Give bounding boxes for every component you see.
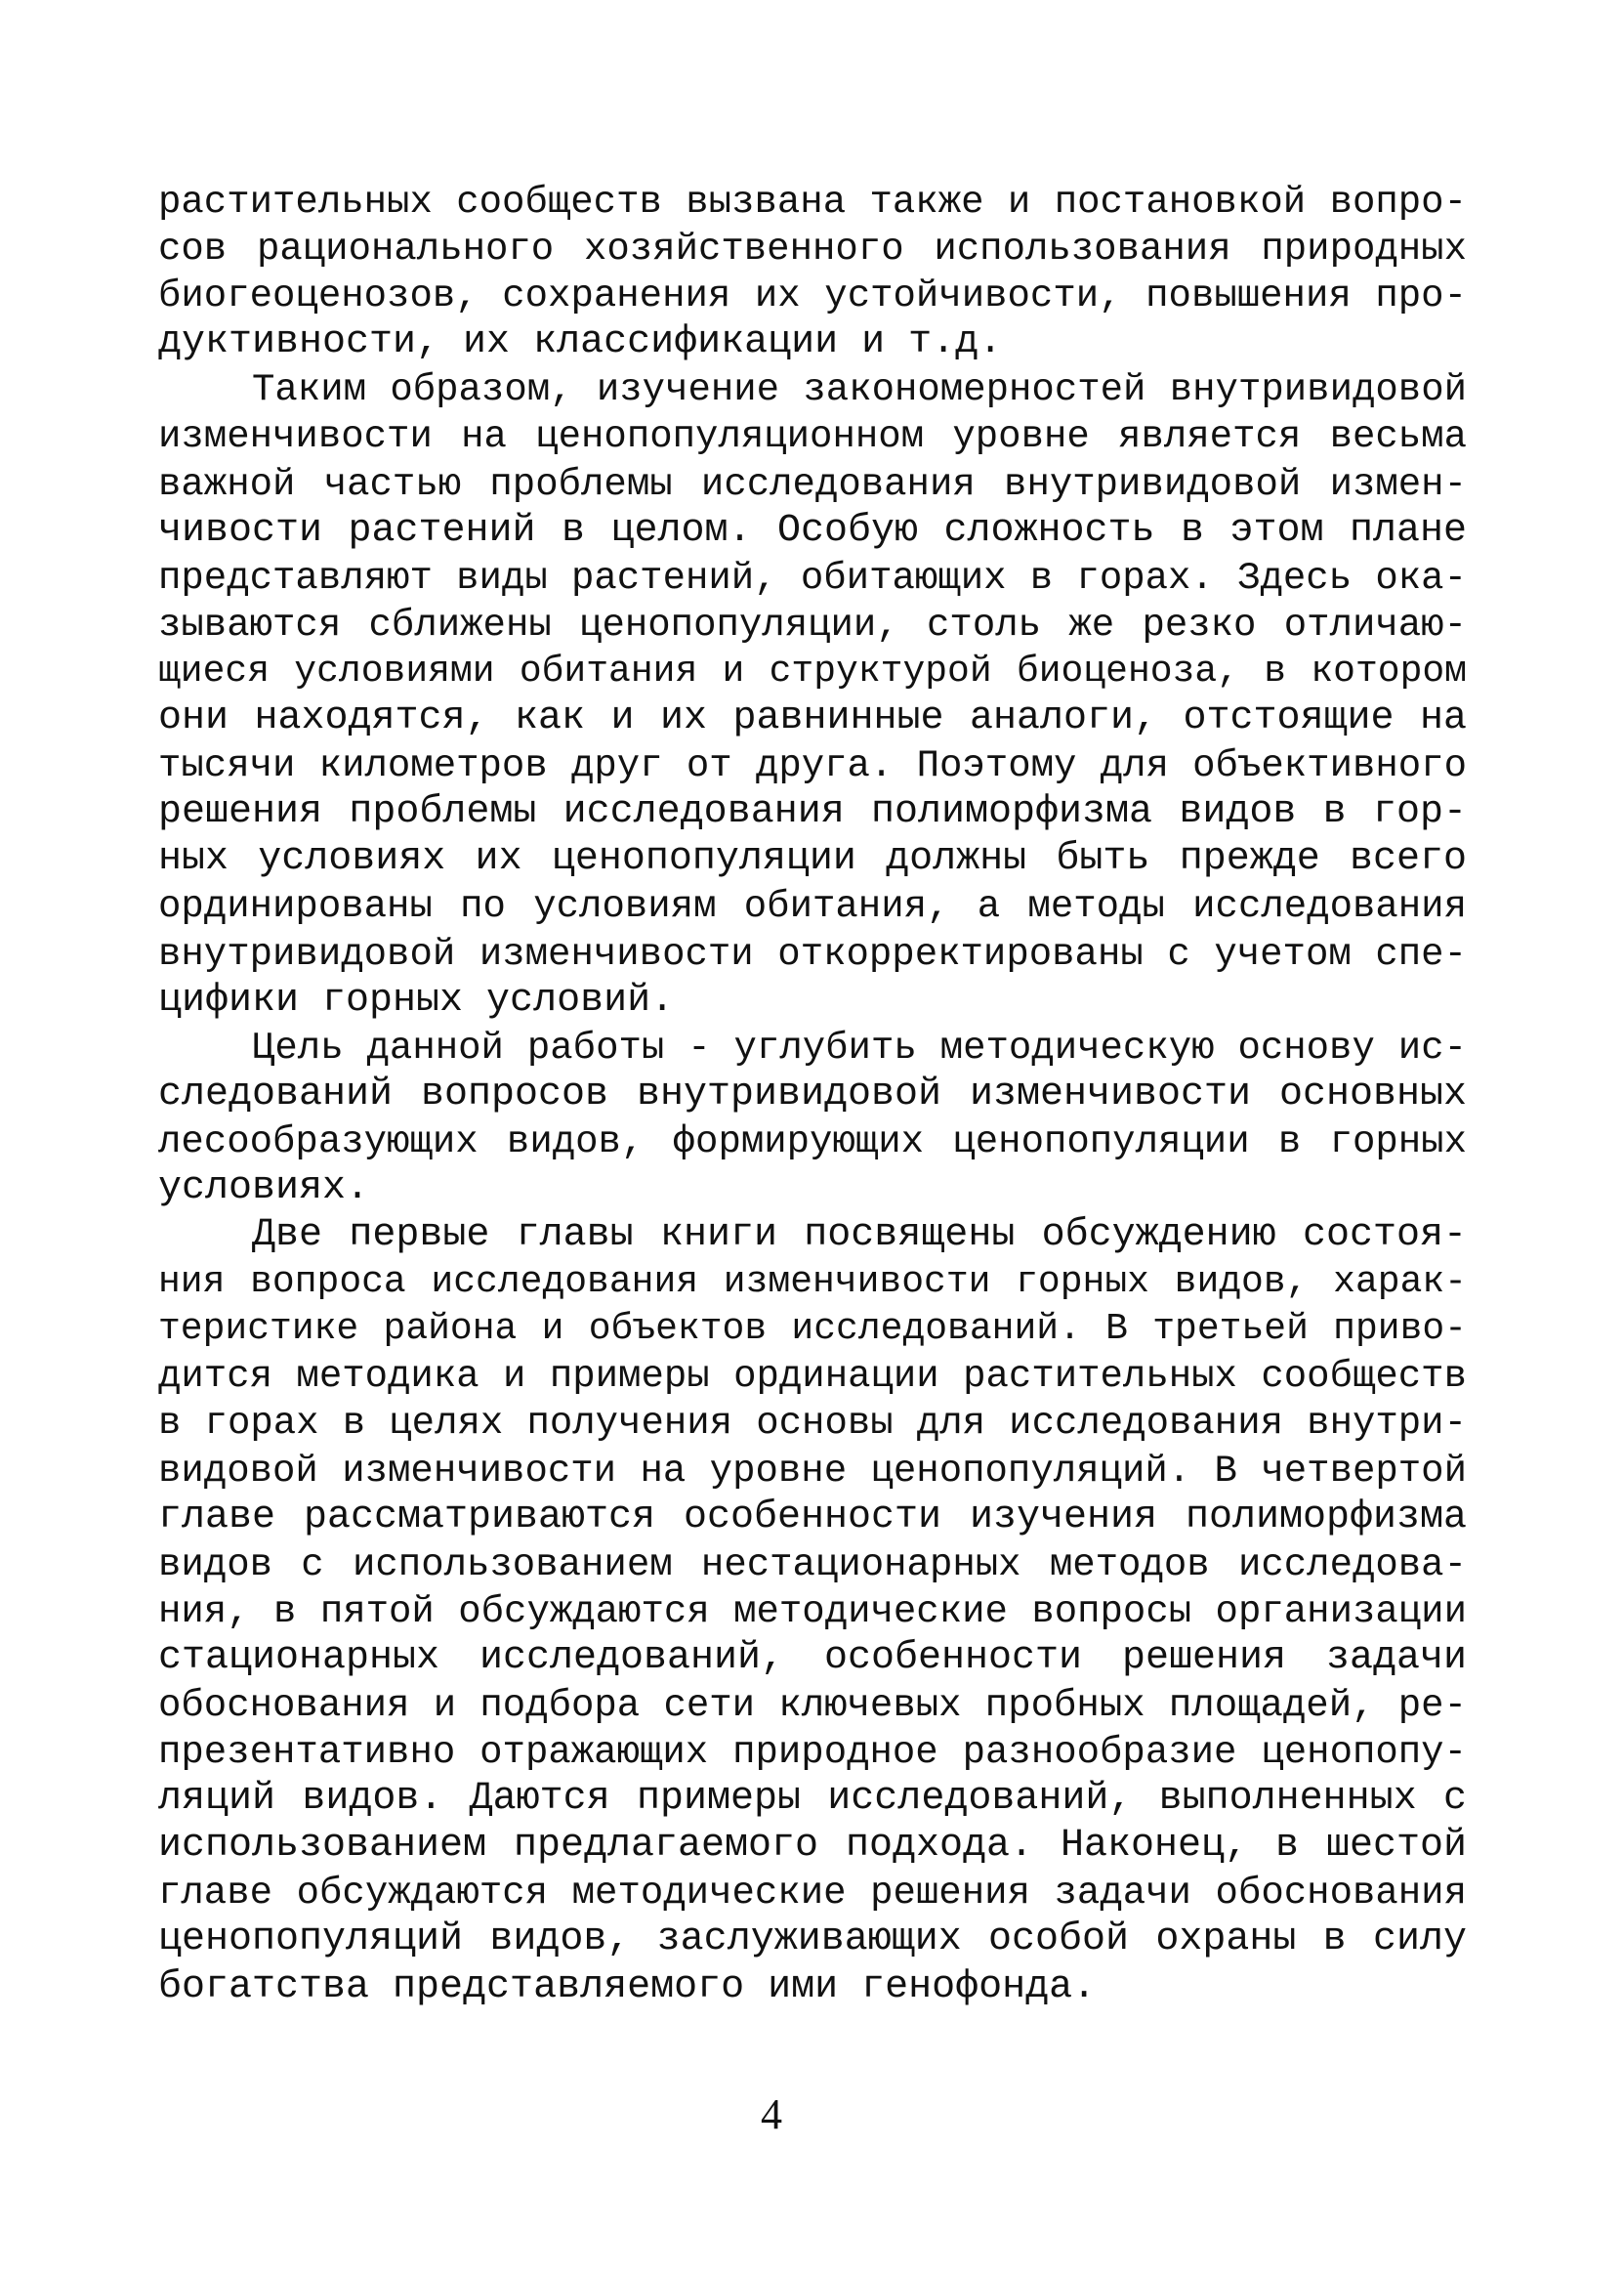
text-line: они находятся, как и их равнинные аналоги, отстоящие на bbox=[158, 696, 1467, 741]
text-line: главе рассматриваются особенности изучения полиморфизма bbox=[158, 1495, 1467, 1539]
text-line: решения проблемы исследования полиморфизма видов в гор- bbox=[158, 790, 1467, 835]
text-line: использованием предлагаемого подхода. Наконец, в шестой bbox=[158, 1824, 1467, 1869]
text-line: стационарных исследований, особенности решения задачи bbox=[158, 1635, 1467, 1680]
text-line: дится методика и примеры ординации растительных сообществ bbox=[158, 1355, 1467, 1399]
text-line: Цель данной работы - углубить методическую основу ис- bbox=[252, 1026, 1467, 1070]
text-line: видовой изменчивости на уровне ценопопуляций. В четвертой bbox=[158, 1449, 1467, 1493]
text-line: тысячи километров друг от друга. Поэтому для объективного bbox=[158, 744, 1467, 788]
text-line: изменчивости на ценопопуляционном уровне является весьма bbox=[158, 415, 1467, 459]
text-line: обоснования и подбора сети ключевых пробных площадей, ре- bbox=[158, 1684, 1467, 1727]
text-line: презентативно отражающих природное разнообразие ценопопу- bbox=[158, 1731, 1467, 1775]
text-line: следований вопросов внутривидовой изменчивости основных bbox=[158, 1072, 1467, 1116]
text-line: Таким образом, изучение закономерностей внутривидовой bbox=[252, 368, 1467, 412]
text-line: ния вопроса исследования изменчивости горных видов, харак- bbox=[158, 1261, 1467, 1304]
text-line: Две первые главы книги посвящены обсуждению состоя- bbox=[252, 1213, 1467, 1258]
body-text bbox=[158, 179, 1467, 2011]
text-line: ординированы по условиям обитания, а методы исследования bbox=[158, 885, 1467, 929]
text-line: лесообразующих видов, формирующих ценопопуляции в горных bbox=[158, 1119, 1467, 1163]
text-line: биогеоценозов, сохранения их устойчивости, повышения про- bbox=[158, 274, 1467, 318]
page-number: 4 bbox=[761, 2090, 782, 2138]
text-line: главе обсуждаются методические решения задачи обоснования bbox=[158, 1872, 1467, 1916]
text-line: зываются сближены ценопопуляции, столь же резко отличаю- bbox=[158, 603, 1467, 647]
text-line: теристике района и объектов исследований. В третьей приво- bbox=[158, 1308, 1467, 1351]
text-line: важной частью проблемы исследования внутривидовой измен- bbox=[158, 462, 1467, 506]
text-line: представляют виды растений, обитающих в горах. Здесь ока- bbox=[158, 556, 1467, 600]
text-line: богатства представляемого ими генофонда. bbox=[158, 1964, 1097, 2009]
text-line: внутривидовой изменчивости откорректированы с учетом спе- bbox=[158, 932, 1467, 976]
text-line: условиях. bbox=[158, 1165, 370, 1210]
text-line: цифики горных условий. bbox=[158, 978, 675, 1023]
text-line: ния, в пятой обсуждаются методические вопросы организации bbox=[158, 1589, 1467, 1633]
text-line: видов с использованием нестационарных методов исследова- bbox=[158, 1542, 1467, 1586]
text-line: дуктивности, их классификации и т.д. bbox=[158, 320, 1003, 365]
text-line: щиеся условиями обитания и структурой биоценоза, в котором bbox=[158, 650, 1467, 693]
text-line: ценопопуляций видов, заслуживающих особой охраны в силу bbox=[158, 1917, 1467, 1962]
text-line: в горах в целях получения основы для исследования внутри- bbox=[158, 1402, 1467, 1446]
text-line: растительных сообществ вызвана также и постановкой вопро- bbox=[158, 181, 1467, 224]
text-line: чивости растений в целом. Особую сложность в этом плане bbox=[158, 508, 1467, 553]
text-line: ных условиях их ценопопуляции должны быть прежде всего bbox=[158, 837, 1467, 882]
text-line: ляций видов. Даются примеры исследований, выполненных с bbox=[158, 1777, 1467, 1822]
text-line: сов рационального хозяйственного использования природных bbox=[158, 228, 1467, 272]
